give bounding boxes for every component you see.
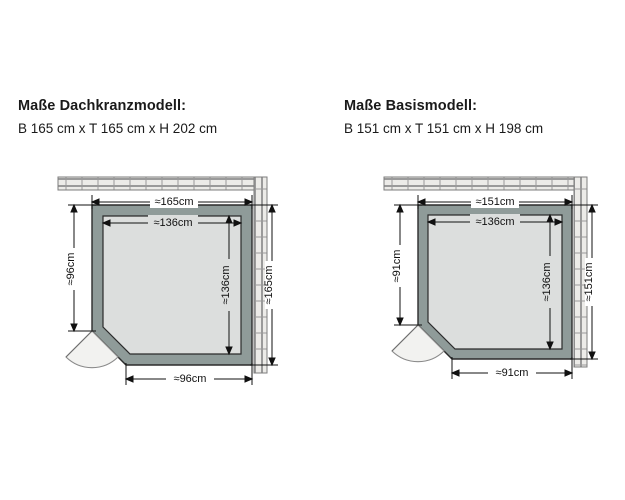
label-top-outer: ≈151cm [475, 196, 515, 208]
label-top-outer: ≈165cm [154, 196, 194, 208]
label-top-inner: ≈136cm [153, 217, 193, 229]
panel-title: Maße Basismodell: [344, 98, 478, 114]
floorplan-svg [10, 165, 310, 415]
label-left-outer: ≈91cm [391, 249, 403, 283]
panel-dimensions: B 151 cm x T 151 cm x H 198 cm [344, 121, 544, 136]
panel-basismodell [312, 0, 624, 500]
label-right-outer: ≈151cm [583, 262, 595, 302]
label-left-outer: ≈96cm [65, 252, 77, 286]
floorplan-dachkranzmodell [10, 165, 310, 415]
floorplan-basismodell [336, 165, 625, 415]
wall-top [384, 177, 574, 190]
panel-title: Maße Dachkranzmodell: [18, 98, 187, 114]
panel-dachkranzmodell [0, 0, 312, 500]
label-bottom-outer: ≈96cm [173, 373, 207, 385]
label-top-inner: ≈136cm [475, 216, 515, 228]
wall-top [58, 177, 254, 190]
label-right-inner: ≈136cm [541, 262, 553, 302]
label-bottom-outer: ≈91cm [495, 367, 529, 379]
label-right-inner: ≈136cm [220, 265, 232, 305]
floorplan-svg [336, 165, 625, 415]
label-right-outer: ≈165cm [263, 265, 275, 305]
panel-dimensions: B 165 cm x T 165 cm x H 202 cm [18, 121, 218, 136]
